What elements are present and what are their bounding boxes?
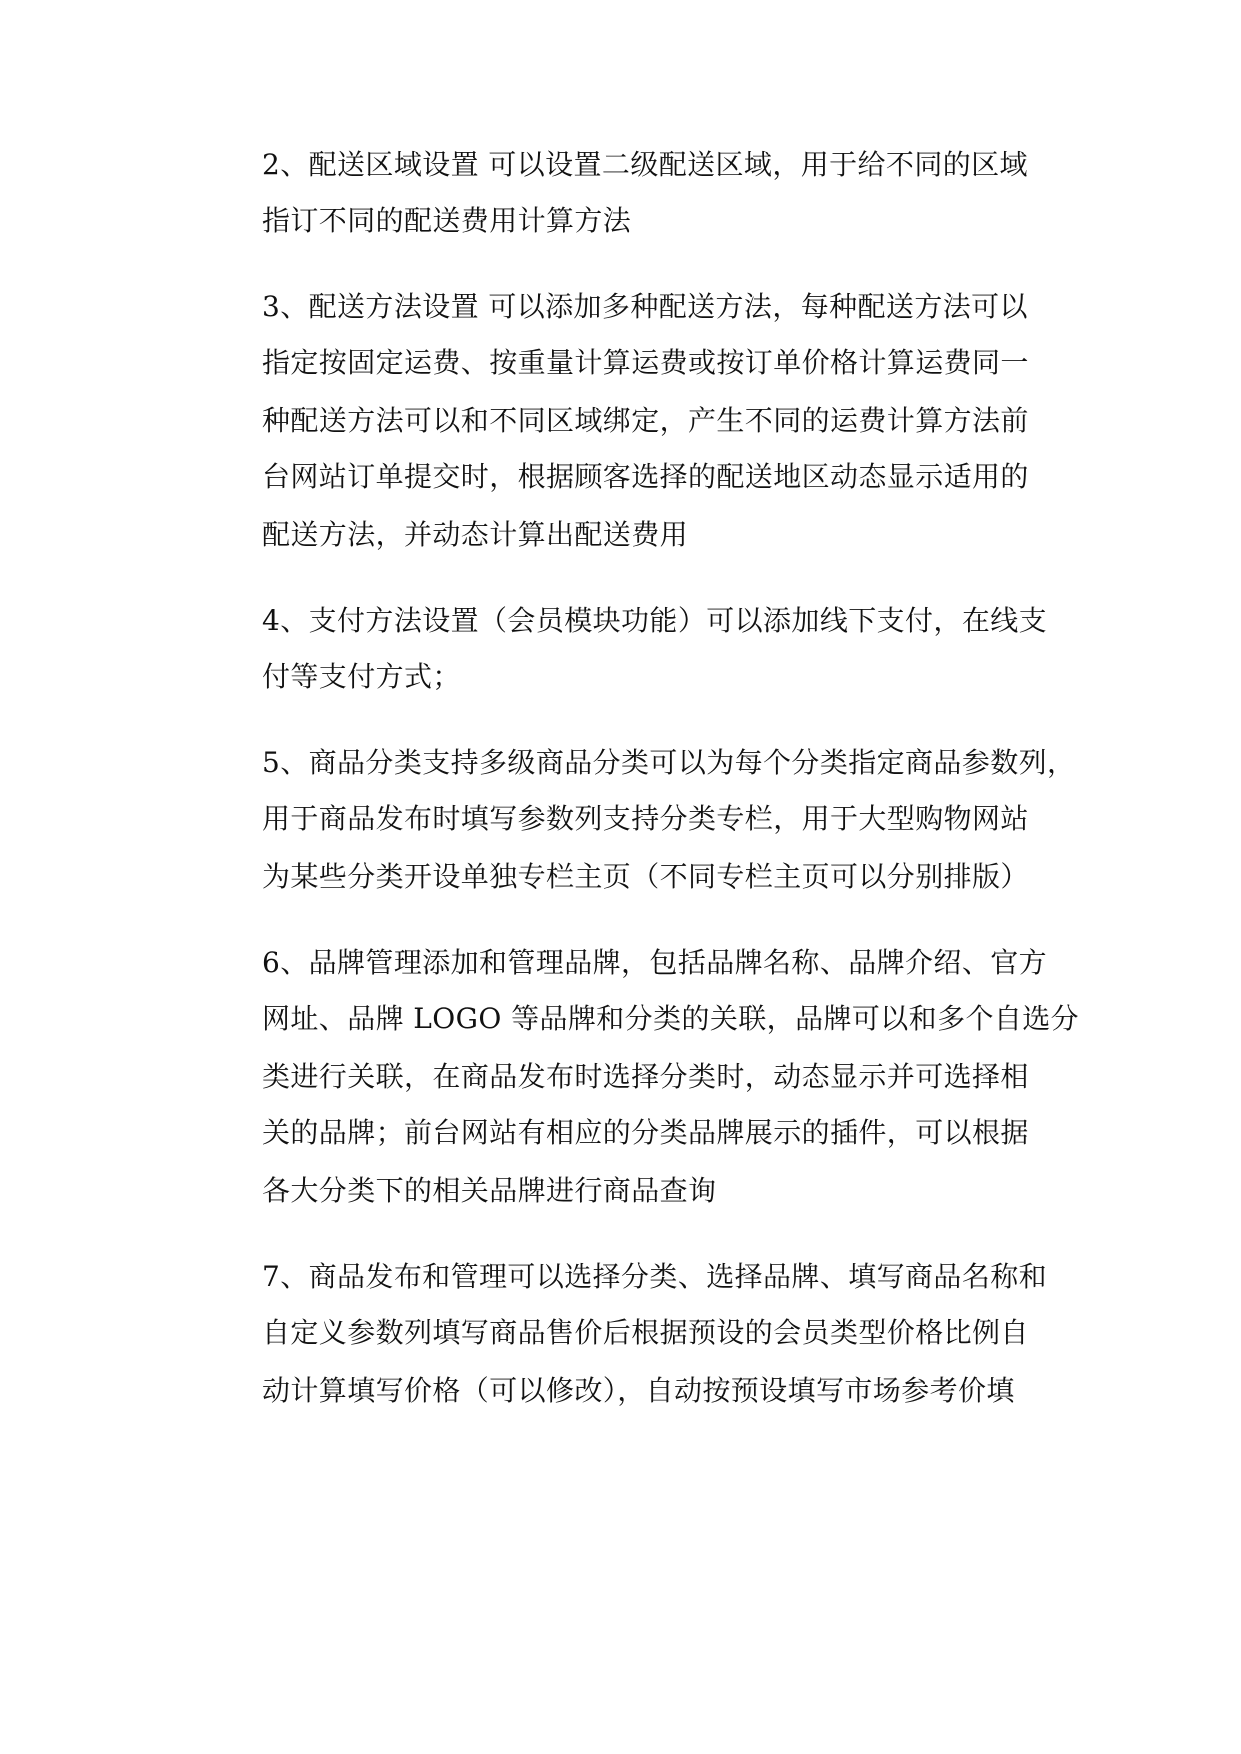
paragraph-2-line-2: 指订不同的配送费用计算方法 [262, 204, 632, 237]
paragraph-3-line-2: 指定按固定运费、按重量计算运费或按订单价格计算运费同一 [262, 346, 1029, 379]
paragraph-7-line-2: 自定义参数列填写商品售价后根据预设的会员类型价格比例自 [262, 1316, 1029, 1349]
paragraph-6-line-4: 关的品牌；前台网站有相应的分类品牌展示的插件，可以根据 [262, 1116, 1029, 1149]
paragraph-6-line-1: 6、品牌管理添加和管理品牌，包括品牌名称、品牌介绍、官方 [262, 946, 1048, 979]
paragraph-2-line-1: 2、配送区域设置 可以设置二级配送区域，用于给不同的区域 [262, 148, 1028, 181]
paragraph-3-line-5: 配送方法，并动态计算出配送费用 [262, 518, 689, 551]
paragraph-6-line-2: 网址、品牌 LOGO 等品牌和分类的关联，品牌可以和多个自选分 [262, 1002, 1080, 1035]
paragraph-5-line-2: 用于商品发布时填写参数列支持分类专栏，用于大型购物网站 [262, 802, 1029, 835]
paragraph-3-line-1: 3、配送方法设置 可以添加多种配送方法，每种配送方法可以 [262, 290, 1028, 323]
paragraph-3-line-3: 种配送方法可以和不同区域绑定，产生不同的运费计算方法前 [262, 404, 1029, 437]
paragraph-4-line-1: 4、支付方法设置（会员模块功能）可以添加线下支付，在线支 [262, 604, 1048, 637]
paragraph-7-line-1: 7、商品发布和管理可以选择分类、选择品牌、填写商品名称和 [262, 1260, 1048, 1293]
paragraph-5-line-1: 5、商品分类支持多级商品分类可以为每个分类指定商品参数列， [262, 746, 1076, 779]
paragraph-7-line-3: 动计算填写价格（可以修改），自动按预设填写市场参考价填 [262, 1374, 1015, 1407]
paragraph-6-line-5: 各大分类下的相关品牌进行商品查询 [262, 1174, 717, 1207]
paragraph-6-line-3: 类进行关联，在商品发布时选择分类时，动态显示并可选择相 [262, 1060, 1029, 1093]
paragraph-3-line-4: 台网站订单提交时，根据顾客选择的配送地区动态显示适用的 [262, 460, 1029, 493]
paragraph-5-line-3: 为某些分类开设单独专栏主页（不同专栏主页可以分别排版） [262, 860, 1029, 893]
paragraph-4-line-2: 付等支付方式； [262, 660, 461, 693]
